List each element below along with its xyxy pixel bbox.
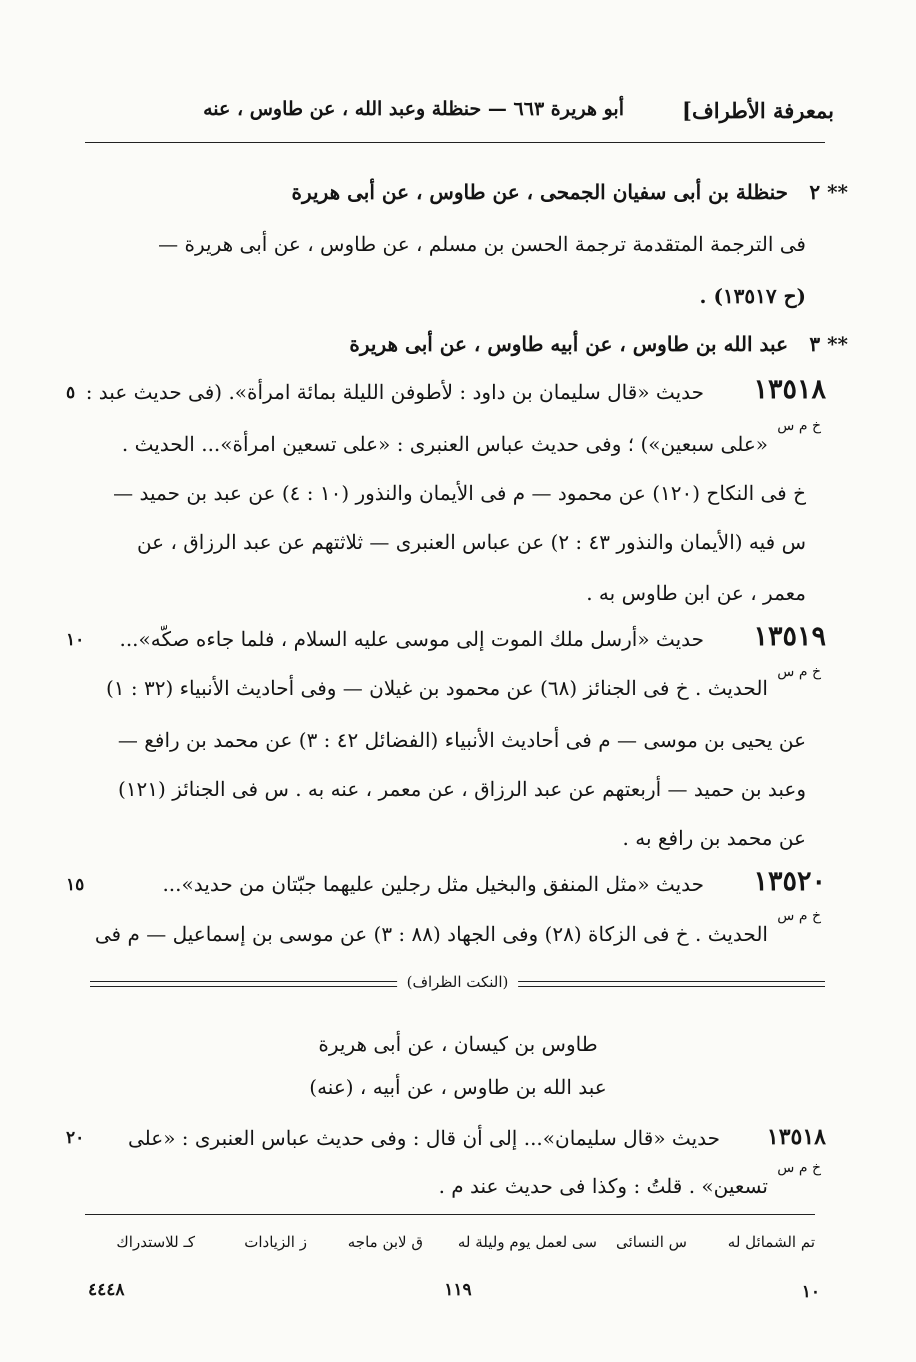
footnote-item: تم الشمائل له — [727, 1233, 815, 1251]
hadith-text: حديث «قال سليمان»... إلى أن قال : وفى حديث عباس العنبرى : «على — [127, 1126, 720, 1150]
line-number: ١٠ — [66, 630, 85, 650]
footnote-item: س النسائى — [616, 1233, 687, 1251]
section-subtitle: عبد الله بن طاوس ، عن أبيه ، (عنه) — [309, 1075, 607, 1099]
entry-text: فى الترجمة المتقدمة ترجمة الحسن بن مسلم ، عن طاوس ، عن أبى هريرة — — [158, 232, 806, 256]
entry-number: ٣ ** — [809, 332, 848, 356]
abbreviation-key — [85, 1233, 815, 1259]
sigla: خ م س — [777, 1160, 821, 1176]
hadith-number: ١٣٥١٩ — [753, 621, 826, 652]
footnote-item: كـ للاستدراك — [116, 1233, 195, 1251]
section-divider — [90, 975, 825, 997]
hadith-text: الحديث . خ فى الزكاة (٢٨) وفى الجهاد (٨٨ : ٣) عن موسى بن إسماعيل — م فى — [94, 922, 768, 946]
hadith-number: ١٣٥٢٠ — [753, 866, 826, 897]
footer-right: ١٠ — [801, 1282, 820, 1302]
entry-heading: عبد الله بن طاوس ، عن أبيه طاوس ، عن أبى هريرة — [349, 332, 788, 356]
footnote-item: ق لابن ماجه — [347, 1233, 423, 1251]
sigla: خ م س — [777, 908, 821, 924]
header-rule — [85, 142, 825, 143]
page-number: ١١٩ — [444, 1280, 472, 1300]
footnote-rule — [85, 1214, 815, 1215]
hadith-text: الحديث . خ فى الجنائز (٦٨) عن محمود بن غيلان — وفى أحاديث الأنبياء (٣٢ : ١) — [105, 676, 768, 700]
hadith-text: وعبد بن حميد — أربعتهم عن عبد الرزاق ، عن معمر ، عنه به . س فى الجنائز (١٢١) — [118, 777, 806, 801]
hadith-number: ١٣٥١٨ — [753, 374, 826, 405]
hadith-text: حديث «مثل المنفق والبخيل مثل رجلين عليهما جبّتان من حديد»... — [162, 872, 704, 896]
hadith-text: تسعين» . قلتُ : وكذا فى حديث عند م . — [438, 1174, 768, 1198]
hadith-text: س فيه (الأيمان والنذور ٤٣ : ٢) عن عباس العنبرى — ثلاثتهم عن عبد الرزاق ، عن — [136, 530, 806, 554]
hadith-text: معمر ، عن ابن طاوس به . — [586, 581, 806, 605]
section-title: طاوس بن كيسان ، عن أبى هريرة — [318, 1032, 598, 1056]
hadith-text: «على سبعين») ؛ وفى حديث عباس العنبرى : «على تسعين امرأة»... الحديث . — [121, 432, 768, 456]
hadith-text: عن يحيى بن موسى — م فى أحاديث الأنبياء (الفضائل ٤٢ : ٣) عن محمد بن رافع — — [117, 728, 806, 752]
footnote-item: سى لعمل يوم وليلة له — [457, 1233, 597, 1251]
header-right: بمعرفة الأطراف] — [682, 98, 834, 123]
line-number: ١٥ — [66, 875, 85, 895]
hadith-text: حديث «أرسل ملك الموت إلى موسى عليه السلام ، فلما جاءه صكّه»... — [119, 627, 704, 651]
sigla: خ م س — [777, 418, 821, 434]
sigla: خ م س — [777, 664, 821, 680]
entry-text: (ح ١٣٥١٧) . — [699, 284, 806, 308]
hadith-text: خ فى النكاح (١٢٠) عن محمود — م فى الأيمان والنذور (١٠ : ٤) عن عبد بن حميد — — [113, 481, 806, 505]
hadith-text: حديث «قال سليمان بن داود : لأطوفن الليلة بمائة امرأة». (فى حديث عبد : — [85, 380, 704, 404]
hadith-text: عن محمد بن رافع به . — [622, 826, 806, 850]
footnote-item: ز الزيادات — [244, 1233, 307, 1251]
entry-number: ٢ ** — [809, 180, 848, 204]
divider-label: (النكت الظراف) — [397, 973, 519, 991]
line-number: ٥ — [66, 383, 76, 403]
footer-left: ٤٤٤٨ — [88, 1280, 125, 1300]
entry-heading: حنظلة بن أبى سفيان الجمحى ، عن طاوس ، عن أبى هريرة — [291, 180, 788, 204]
header-middle: أبو هريرة ٦٦٣ — حنظلة وعبد الله ، عن طاوس ، عنه — [203, 98, 624, 120]
hadith-number: ١٣٥١٨ — [766, 1124, 826, 1150]
line-number: ٢٠ — [66, 1128, 85, 1148]
